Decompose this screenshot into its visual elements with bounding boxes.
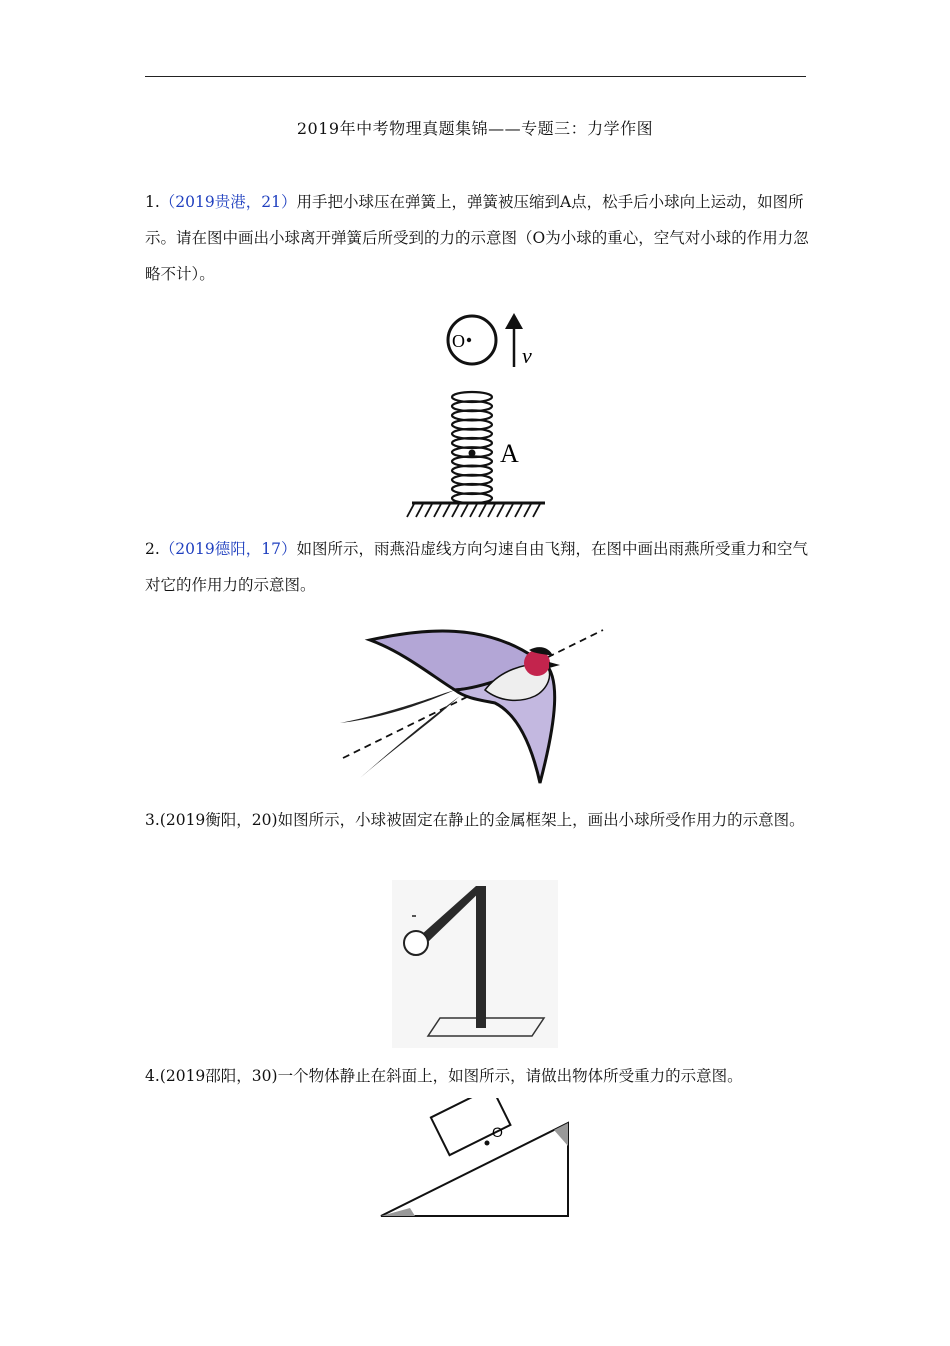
hatch-line	[434, 504, 441, 517]
hatch-line	[443, 504, 450, 517]
incline-block-figure	[375, 1098, 575, 1223]
spring	[452, 392, 492, 503]
question-number: 2.	[145, 540, 160, 558]
hatch-line	[461, 504, 468, 517]
hatch-line	[425, 504, 432, 517]
hatch-line	[506, 504, 513, 517]
question-number: 4.	[145, 1067, 160, 1085]
tail-streamer-lower	[360, 696, 460, 778]
point-a-label: A	[500, 439, 519, 468]
question-source: （2019德阳，17）	[159, 540, 297, 558]
question-number: 3.	[145, 811, 160, 829]
ball	[404, 931, 428, 955]
center-dot	[485, 1141, 490, 1146]
hatch-line	[416, 504, 423, 517]
hatch-line	[515, 504, 522, 517]
question-text: 用手把小球压在弹簧上，弹簧被压缩到A点，松手后小球向上运动，如图所示。请在图中画出小球离开弹簧后所受到的力的示意图（O为小球的重心，空气对小球的作用力忽略不计）。	[145, 193, 809, 283]
scan-mark	[412, 915, 416, 917]
question-4	[145, 1058, 810, 1094]
frame-post	[476, 886, 486, 1028]
hatch-line	[524, 504, 531, 517]
question-text: 如图所示，雨燕沿虚线方向匀速自由飞翔，在图中画出雨燕所受重力和空气对它的作用力的示意图。	[145, 540, 808, 594]
velocity-label: v	[522, 343, 532, 368]
question-text: 一个物体静止在斜面上，如图所示，请做出物体所受重力的示意图。	[277, 1067, 743, 1085]
question-1	[145, 184, 810, 292]
hatch-line	[533, 504, 540, 517]
hatch-line	[407, 504, 414, 517]
hatch-line	[470, 504, 477, 517]
center-label: O	[452, 331, 465, 351]
velocity-arrowhead	[505, 313, 523, 329]
question-2	[145, 531, 810, 603]
hatch-line	[452, 504, 459, 517]
ground-hatching	[407, 504, 540, 517]
question-source: (2019邵阳，30)	[159, 1067, 278, 1085]
question-source: （2019贵港，21）	[159, 193, 297, 211]
tail-streamer-upper	[340, 690, 455, 723]
center-dot	[467, 338, 471, 342]
question-text: 如图所示，小球被固定在静止的金属框架上，画出小球所受作用力的示意图。	[277, 811, 805, 829]
frame-ball-figure	[392, 880, 558, 1048]
header-rule	[145, 76, 806, 77]
hatch-line	[479, 504, 486, 517]
page-title: 2019年中考物理真题集锦——专题三：力学作图	[296, 119, 654, 138]
point-a-dot	[469, 450, 476, 457]
hatch-line	[488, 504, 495, 517]
question-number: 1.	[145, 193, 160, 211]
figure-background	[392, 880, 558, 1048]
spring-ball-figure	[400, 305, 550, 525]
question-3	[145, 802, 810, 838]
beak	[549, 662, 560, 668]
center-label: O	[492, 1124, 503, 1140]
question-source: (2019衡阳，20)	[159, 811, 278, 829]
hatch-line	[497, 504, 504, 517]
swallow-figure	[335, 618, 610, 788]
